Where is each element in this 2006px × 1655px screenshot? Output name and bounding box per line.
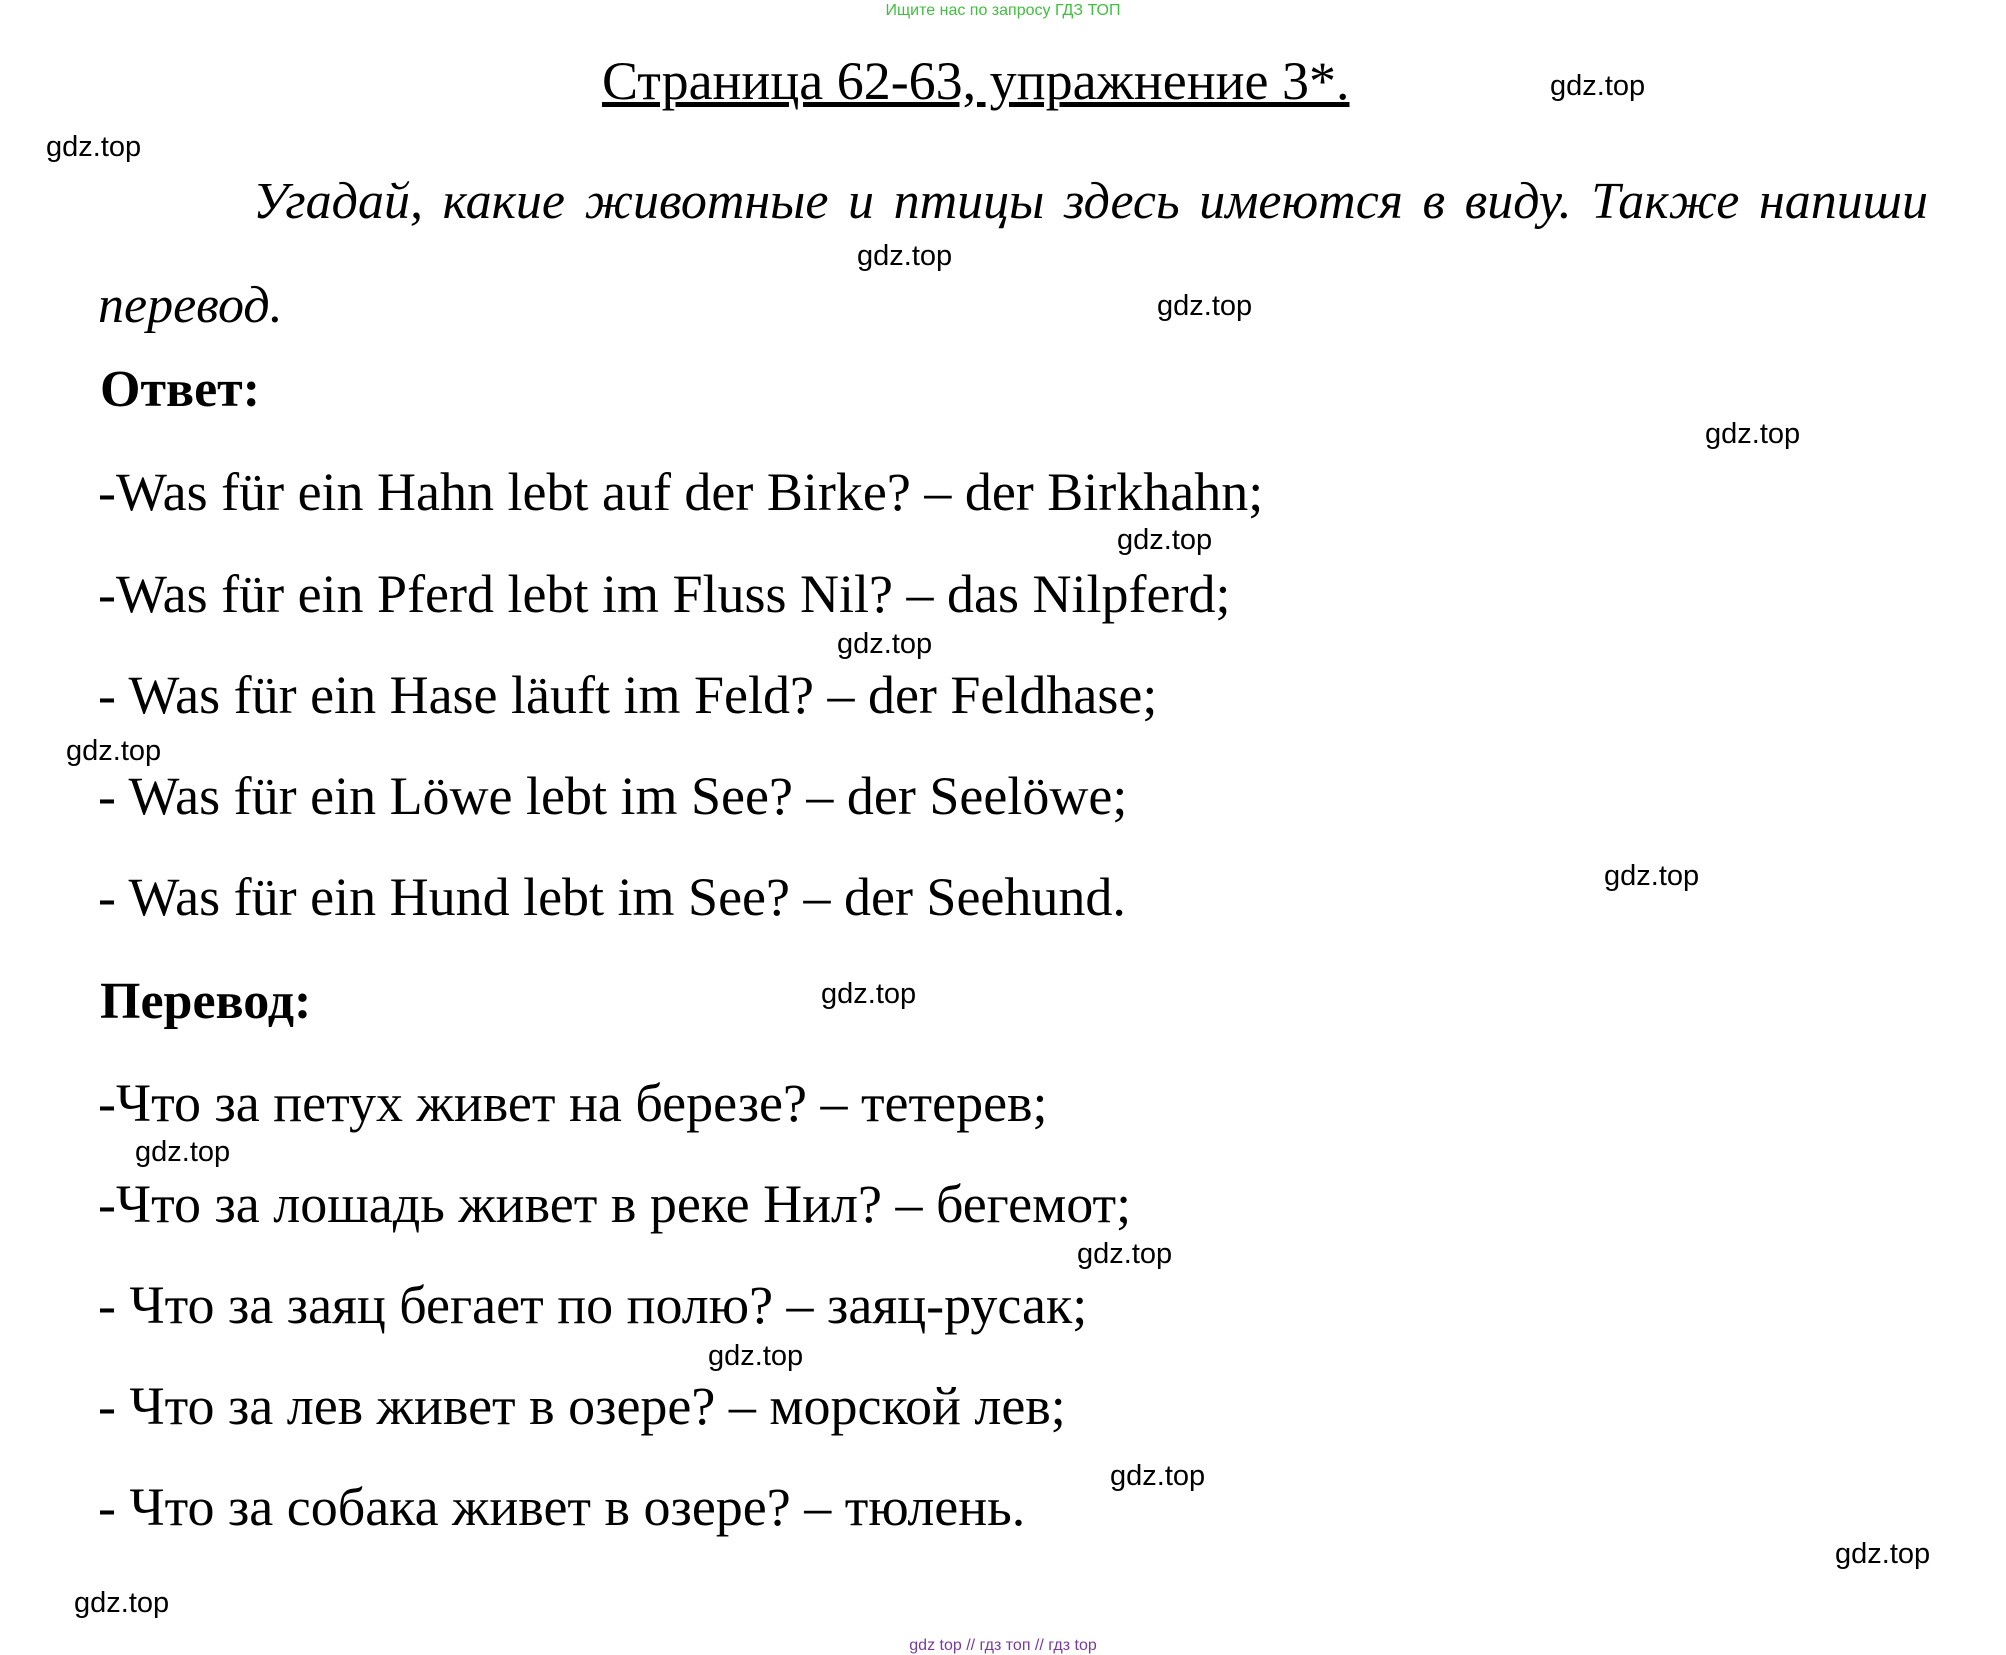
watermark: gdz.top [1550,70,1646,102]
watermark: gdz.top [857,240,953,272]
translation-heading: Перевод: [100,973,312,1030]
watermark: gdz.top [1117,524,1213,556]
watermark: gdz.top [1110,1460,1206,1492]
answer-line: - Was für ein Löwe lebt im See? – der Seelöwe; [98,766,1128,826]
task-text: Угадай, какие животные и птицы здесь имеются в виду. Также напиши перевод. [98,173,1928,334]
watermark: gdz.top [74,1587,170,1619]
answer-line: - Was für ein Hase läuft im Feld? – der Feldhase; [98,665,1158,725]
watermark: gdz.top [821,978,917,1010]
answer-line: -Was für ein Pferd lebt im Fluss Nil? – das Nilpferd; [98,564,1231,624]
answer-heading: Ответ: [100,361,261,418]
watermark: gdz.top [66,735,162,767]
translation-line: - Что за собака живет в озере? – тюлень. [98,1477,1026,1537]
watermark: gdz.top [708,1340,804,1372]
translation-line: -Что за лошадь живет в реке Нил? – бегемот; [98,1174,1132,1234]
watermark: gdz.top [46,131,142,163]
watermark: gdz.top [135,1136,231,1168]
watermark: gdz.top [1705,418,1801,450]
translation-line: - Что за лев живет в озере? – морской лев; [98,1376,1066,1436]
watermark: gdz.top [837,628,933,660]
answer-line: - Was für ein Hund lebt im See? – der Seehund. [98,867,1126,927]
watermark: gdz.top [1077,1238,1173,1270]
answer-line: -Was für ein Hahn lebt auf der Birke? – der Birkhahn; [98,462,1264,522]
translation-line: - Что за заяц бегает по полю? – заяц-русак; [98,1275,1088,1335]
watermark: gdz.top [1835,1538,1931,1570]
watermark: gdz.top [1604,860,1700,892]
page-title: Страница 62-63, упражнение 3*. [602,51,1350,111]
translation-line: -Что за петух живет на березе? – тетерев; [98,1073,1048,1133]
watermark: gdz.top [1157,290,1253,322]
top-banner: Ищите нас по запросу ГДЗ ТОП [885,2,1121,19]
footer-text: gdz top // гдз топ // гдз top [909,1637,1097,1654]
